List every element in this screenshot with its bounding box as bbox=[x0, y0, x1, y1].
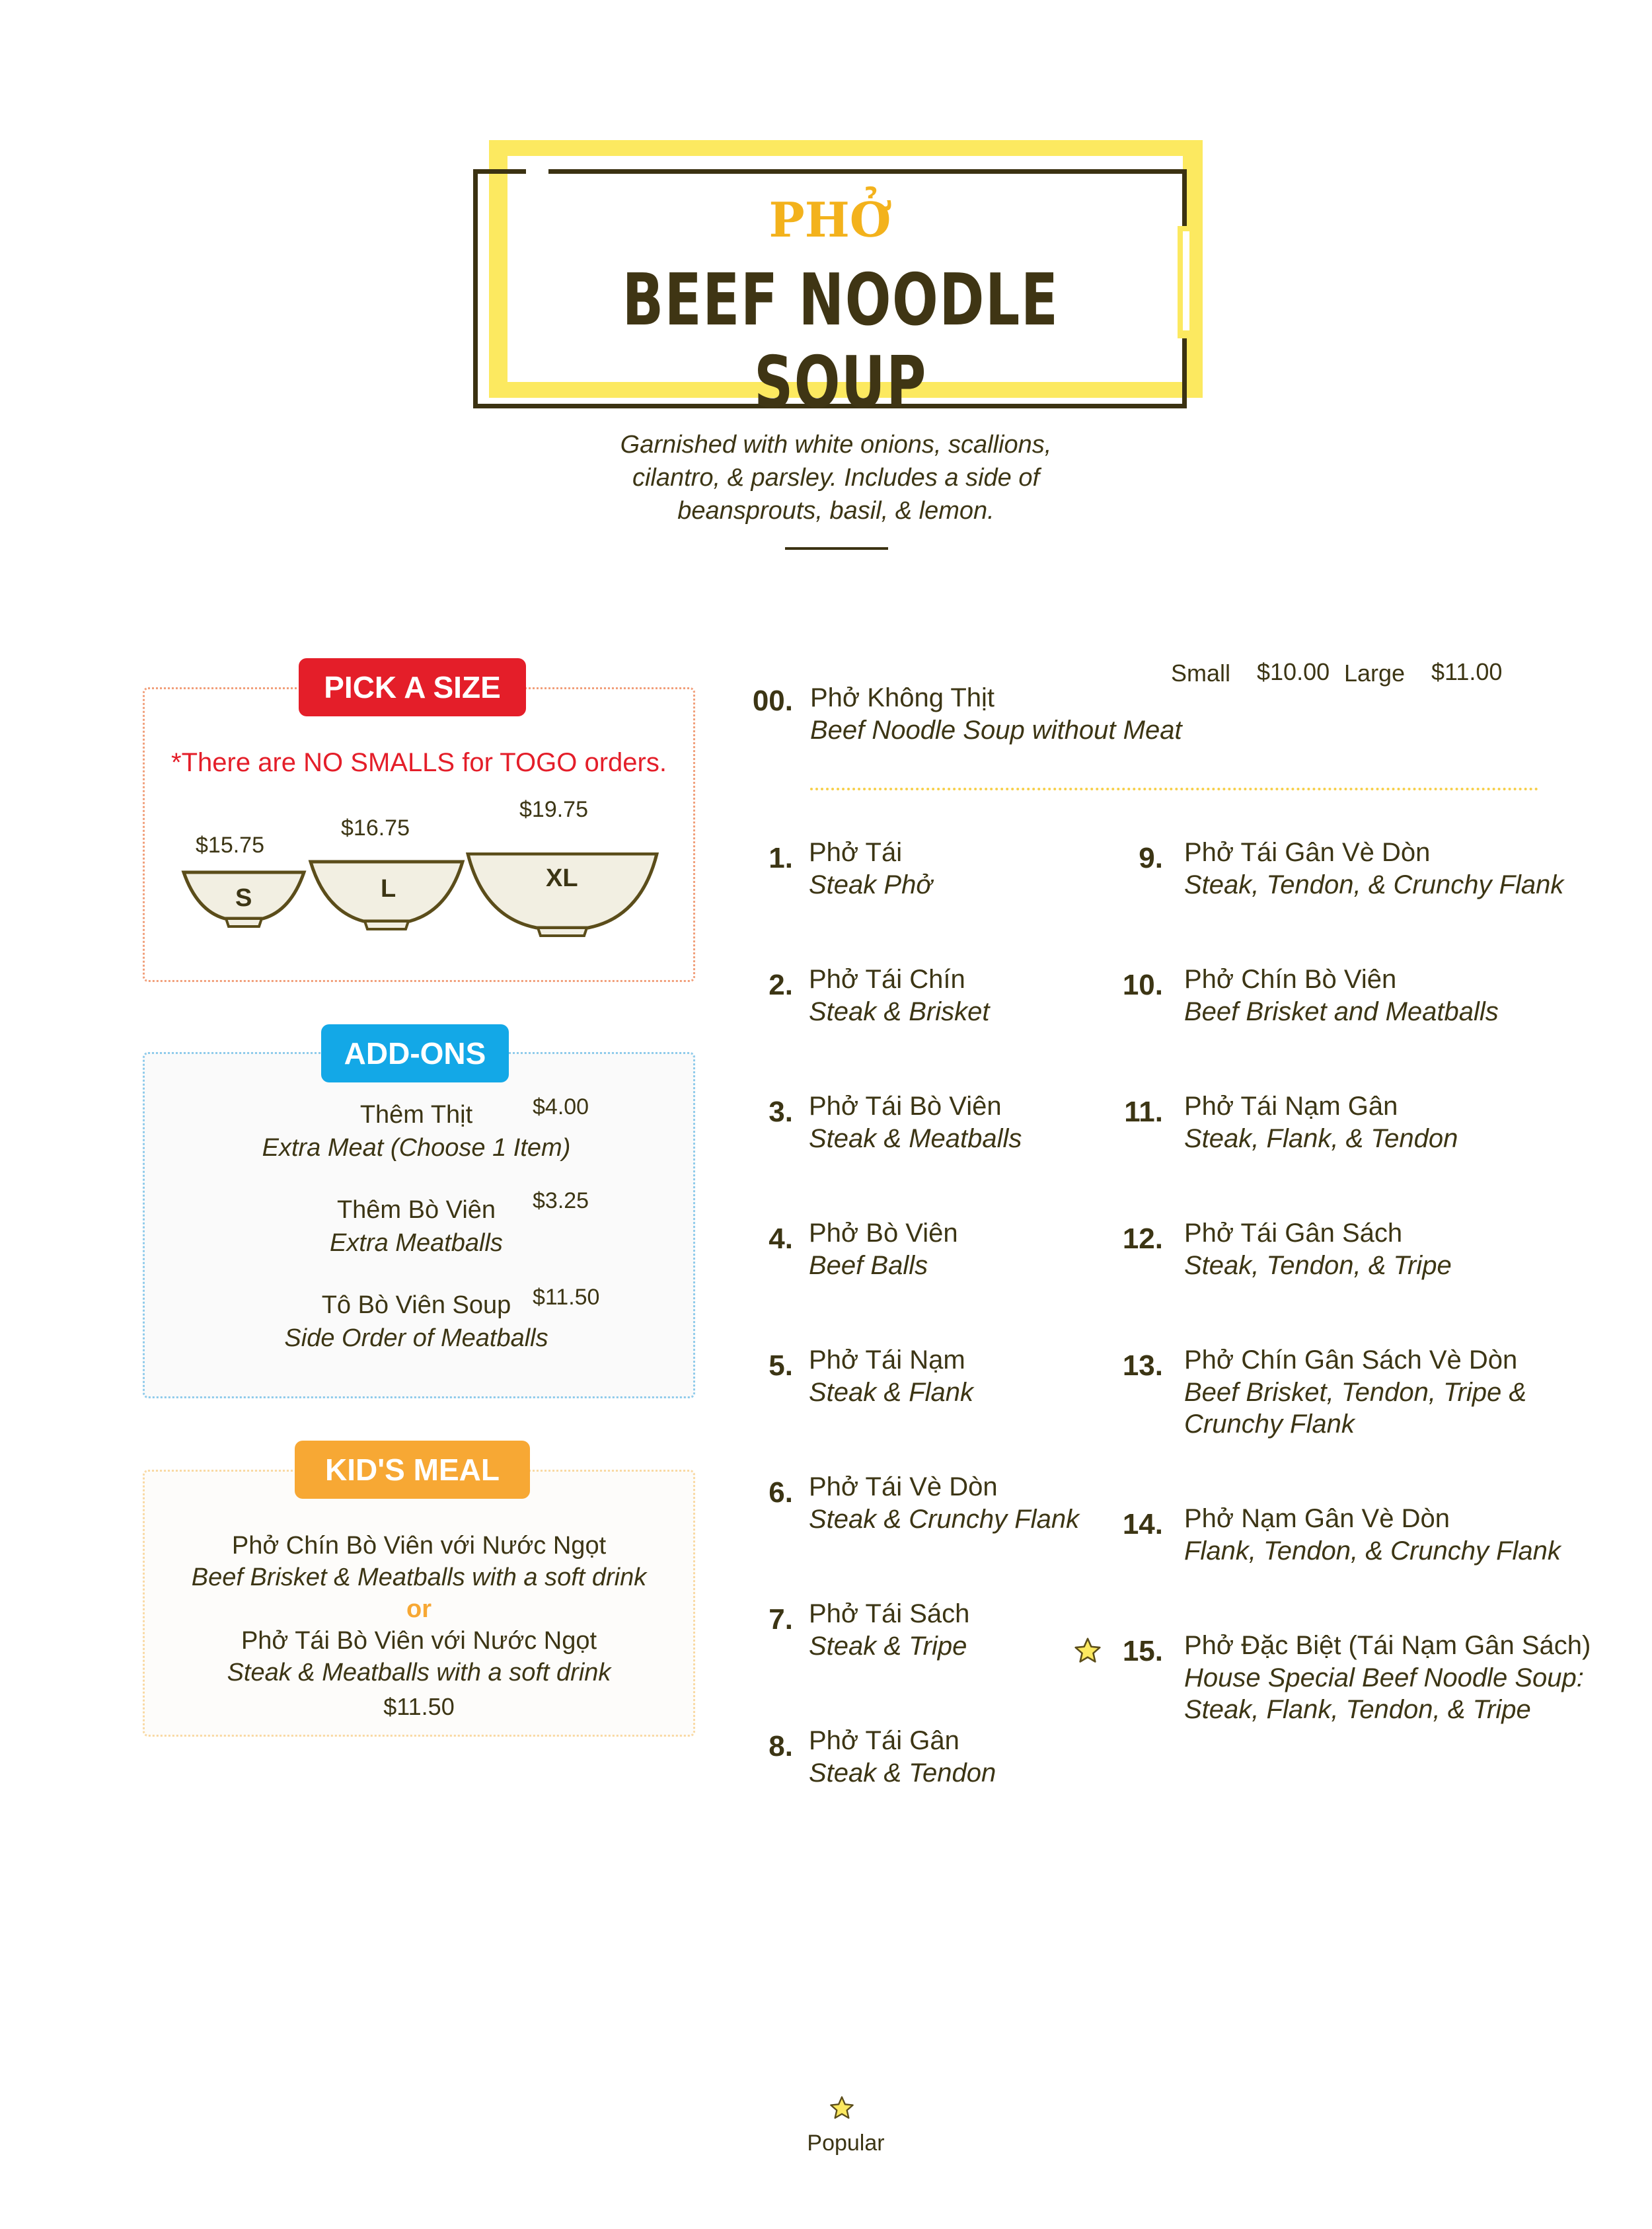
togo-note: *There are NO SMALLS for TOGO orders. bbox=[171, 748, 667, 777]
item-vn: Phở Tái bbox=[809, 838, 903, 867]
item-vn: Phở Chín Gân Sách Vè Dòn bbox=[1184, 1345, 1518, 1375]
description bbox=[529, 428, 1143, 527]
kid-option-en: Steak & Meatballs with a soft drink bbox=[227, 1659, 611, 1686]
large-price: $11.00 bbox=[1431, 658, 1503, 685]
star-icon bbox=[829, 2095, 855, 2121]
description-line: beansprouts, basil, & lemon. bbox=[677, 497, 995, 525]
kid-price: $11.50 bbox=[383, 1693, 455, 1720]
item-number: 9. bbox=[1139, 842, 1163, 874]
item-en: Beef Brisket, Tendon, Tripe & bbox=[1184, 1378, 1527, 1407]
item-vn: Phở Tái Bò Viên bbox=[809, 1092, 1002, 1121]
item-number: 8. bbox=[769, 1730, 793, 1762]
page-title: BEEF NOODLE SOUP bbox=[622, 259, 1059, 424]
item-en: Steak, Tendon, & Tripe bbox=[1184, 1251, 1452, 1280]
item-vn: Phở Tái Chín bbox=[809, 965, 965, 994]
item-en: Steak & Brisket bbox=[809, 997, 990, 1026]
addons-heading: ADD-ONS bbox=[321, 1024, 509, 1082]
item-en: Steak Phở bbox=[809, 870, 932, 899]
kid-option-en: Beef Brisket & Meatballs with a soft drink bbox=[191, 1564, 647, 1591]
item-en: Steak & Tripe bbox=[809, 1632, 967, 1661]
kid-or: or bbox=[406, 1595, 432, 1623]
item-number: 1. bbox=[769, 842, 793, 874]
item-vn: Phở Tái Vè Dòn bbox=[809, 1472, 998, 1501]
addon-en: Side Order of Meatballs bbox=[284, 1324, 548, 1352]
item-number: 2. bbox=[769, 969, 793, 1001]
item-vn: Phở Không Thịt bbox=[810, 683, 995, 712]
item-vn: Phở Bò Viên bbox=[809, 1219, 958, 1248]
item-en: Flank, Tendon, & Crunchy Flank bbox=[1184, 1536, 1561, 1566]
item-number: 3. bbox=[769, 1096, 793, 1128]
kid-option-vn: Phở Chín Bò Viên với Nước Ngọt bbox=[231, 1532, 607, 1560]
item-vn: Phở Đặc Biệt (Tái Nạm Gân Sách) bbox=[1184, 1631, 1591, 1660]
large-label: Large bbox=[1344, 660, 1406, 687]
divider bbox=[785, 547, 888, 550]
small-price: $10.00 bbox=[1257, 658, 1330, 685]
size-s-price: $15.75 bbox=[196, 833, 264, 858]
item-vn: Phở Tái Nạm bbox=[809, 1345, 965, 1375]
item-number: 4. bbox=[769, 1223, 793, 1255]
item-number: 5. bbox=[769, 1349, 793, 1382]
addon-en: Extra Meat (Choose 1 Item) bbox=[262, 1134, 571, 1162]
item-en: Steak, Flank, & Tendon bbox=[1184, 1124, 1458, 1153]
description-line: Garnished with white onions, scallions, bbox=[620, 431, 1052, 459]
item-vn: Phở Nạm Gân Vè Dòn bbox=[1184, 1504, 1450, 1533]
item-en: Beef Noodle Soup without Meat bbox=[810, 716, 1182, 745]
description-line: cilantro, & parsley. Includes a side of bbox=[632, 464, 1040, 492]
size-l-price: $16.75 bbox=[341, 815, 410, 841]
addon-en: Extra Meatballs bbox=[330, 1229, 503, 1257]
size-xl-price: $19.75 bbox=[519, 797, 588, 822]
item-vn: Phở Tái Gân Sách bbox=[1184, 1219, 1403, 1248]
addon-price: $11.50 bbox=[533, 1285, 600, 1310]
item-en: Steak, Tendon, & Crunchy Flank bbox=[1184, 870, 1564, 899]
item-number: 10. bbox=[1122, 969, 1163, 1001]
kids-heading: KID'S MEAL bbox=[295, 1441, 530, 1499]
kid-option-vn: Phở Tái Bò Viên với Nước Ngọt bbox=[241, 1627, 597, 1655]
addon-price: $4.00 bbox=[533, 1094, 589, 1119]
item-en: Beef Balls bbox=[809, 1251, 928, 1280]
addon-vn: Thêm Bò Viên bbox=[336, 1196, 496, 1224]
item-number: 6. bbox=[769, 1476, 793, 1509]
addon-vn: Tô Bò Viên Soup bbox=[321, 1291, 511, 1319]
item-vn: Phở Tái Nạm Gân bbox=[1184, 1092, 1398, 1121]
item-vn: Phở Chín Bò Viên bbox=[1184, 965, 1397, 994]
popular-label: Popular bbox=[807, 2131, 885, 2156]
item-number: 7. bbox=[769, 1603, 793, 1636]
item-number: 11. bbox=[1124, 1096, 1163, 1128]
item-en: Steak & Flank bbox=[809, 1378, 974, 1407]
size-heading: PICK A SIZE bbox=[299, 658, 526, 716]
addon-price: $3.25 bbox=[533, 1188, 589, 1213]
size-l-label: L bbox=[381, 875, 396, 903]
size-s-label: S bbox=[235, 884, 252, 912]
item-vn: Phở Tái Sách bbox=[809, 1599, 970, 1628]
item-number: 13. bbox=[1122, 1349, 1163, 1382]
item-en: Crunchy Flank bbox=[1184, 1410, 1355, 1439]
size-xl-label: XL bbox=[546, 864, 578, 892]
dotted-divider bbox=[810, 788, 1538, 790]
item-number: 12. bbox=[1122, 1223, 1163, 1255]
item-vn: Phở Tái Gân Vè Dòn bbox=[1184, 838, 1431, 867]
item-number: 00. bbox=[752, 685, 793, 717]
pho-heading: PHỞ bbox=[769, 192, 891, 248]
item-en: Steak, Flank, Tendon, & Tripe bbox=[1184, 1695, 1531, 1724]
item-en: Steak & Crunchy Flank bbox=[809, 1505, 1080, 1534]
item-vn: Phở Tái Gân bbox=[809, 1726, 959, 1755]
item-en: Steak & Meatballs bbox=[809, 1124, 1022, 1153]
item-en: Steak & Tendon bbox=[809, 1758, 996, 1788]
addon-vn: Thêm Thịt bbox=[359, 1101, 473, 1129]
title-frame-gap bbox=[526, 164, 548, 177]
item-number: 14. bbox=[1122, 1508, 1163, 1540]
item-en: House Special Beef Noodle Soup: bbox=[1184, 1663, 1584, 1692]
item-number: 15. bbox=[1122, 1635, 1163, 1667]
item-en: Beef Brisket and Meatballs bbox=[1184, 997, 1499, 1026]
small-label: Small bbox=[1171, 660, 1231, 687]
